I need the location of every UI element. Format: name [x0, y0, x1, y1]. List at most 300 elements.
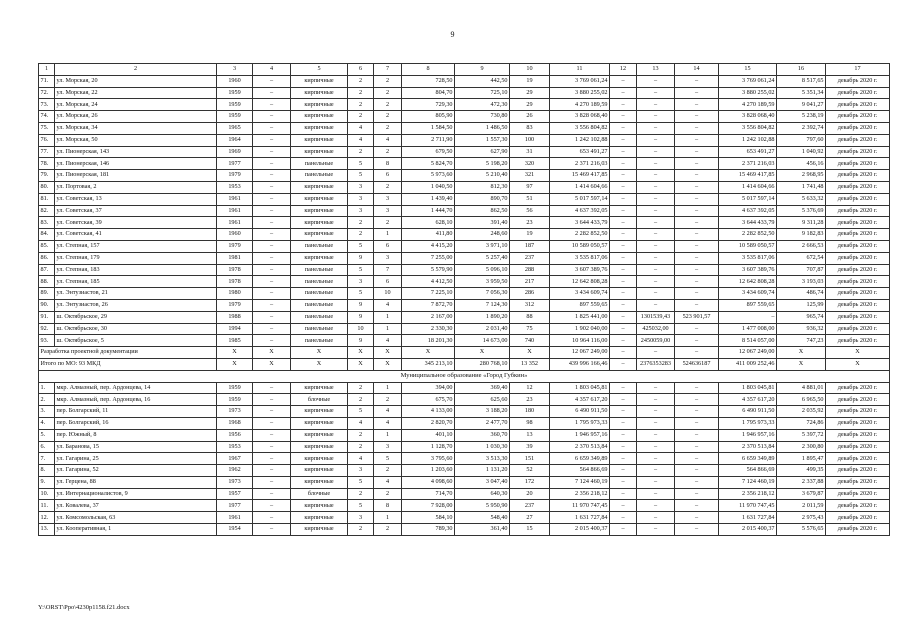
table-cell: 7 056,30: [455, 288, 510, 300]
table-cell: 1 477 008,00: [719, 323, 777, 335]
table-cell: 2 820,70: [402, 417, 455, 429]
table-row: [39, 476, 890, 488]
table-cell: 411 009 252,46: [719, 358, 777, 370]
table-cell: ул. Степная, 185: [55, 276, 217, 288]
table-cell: ул. Пионерская, 146: [55, 158, 217, 170]
table-cell: –: [675, 205, 719, 217]
table-cell: –: [675, 323, 719, 335]
table-cell: 1956: [217, 429, 253, 441]
table-cell: ул. Советская, 13: [55, 193, 217, 205]
table-cell: 237: [510, 500, 550, 512]
table-cell: 4: [253, 64, 291, 76]
table-cell: 4 637 392,05: [550, 205, 610, 217]
table-cell: декабрь 2020 г.: [826, 181, 890, 193]
table-cell: ул. Пионерская, 181: [55, 170, 217, 182]
table-cell: панельные: [291, 276, 348, 288]
table-cell: 472,30: [455, 99, 510, 111]
table-cell: 187: [510, 240, 550, 252]
table-cell: –: [610, 87, 637, 99]
table-cell: 1 486,50: [455, 122, 510, 134]
table-cell: панельные: [291, 240, 348, 252]
table-cell: декабрь 2020 г.: [826, 134, 890, 146]
table-cell: 730,80: [455, 111, 510, 123]
table-cell: 3: [348, 181, 374, 193]
table-cell: –: [610, 217, 637, 229]
table-cell: 1959: [217, 99, 253, 111]
table-cell: 1: [374, 382, 402, 394]
table-cell: декабрь 2020 г.: [826, 323, 890, 335]
table-cell: 52: [510, 465, 550, 477]
table-cell: 391,40: [455, 217, 510, 229]
table-cell: 707,87: [777, 264, 826, 276]
table-cell: 5 950,90: [455, 500, 510, 512]
table-cell: декабрь 2020 г.: [826, 288, 890, 300]
table-cell: 89.: [39, 288, 55, 300]
table-cell: 3: [374, 193, 402, 205]
table-cell: –: [675, 158, 719, 170]
table-cell: 5 017 597,14: [719, 193, 777, 205]
table-cell: 640,30: [455, 488, 510, 500]
table-cell: 5: [348, 406, 374, 418]
table-cell: –: [675, 406, 719, 418]
table-cell: 2 370 513,84: [719, 441, 777, 453]
table-cell: 5 096,10: [455, 264, 510, 276]
housing-repair-table: [38, 63, 890, 536]
table-cell: ул. Ковалева, 37: [55, 500, 217, 512]
table-cell: 1988: [217, 311, 253, 323]
table-cell: 4: [374, 417, 402, 429]
table-cell: 3 769 061,24: [719, 75, 777, 87]
table-cell: ул. Степная, 157: [55, 240, 217, 252]
table-cell: 1 946 957,16: [550, 429, 610, 441]
table-cell: 2: [374, 87, 402, 99]
table-cell: 5 633,32: [777, 193, 826, 205]
table-cell: ш. Октябрьское, 29: [55, 311, 217, 323]
table-cell: –: [253, 476, 291, 488]
table-cell: декабрь 2020 г.: [826, 488, 890, 500]
table-cell: кирпичные: [291, 476, 348, 488]
table-cell: 2: [348, 382, 374, 394]
table-cell: –: [637, 276, 675, 288]
table-cell: 5 973,60: [402, 170, 455, 182]
table-row: [39, 205, 890, 217]
table-cell: 1 795 973,33: [719, 417, 777, 429]
table-cell: ул. Комсомольская, 63: [55, 512, 217, 524]
table-cell: 320: [510, 158, 550, 170]
table-cell: –: [637, 181, 675, 193]
table-cell: декабрь 2020 г.: [826, 299, 890, 311]
table-cell: кирпичные: [291, 75, 348, 87]
table-cell: –: [675, 335, 719, 347]
table-cell: 79.: [39, 170, 55, 182]
table-cell: 6: [374, 240, 402, 252]
table-cell: 19: [510, 75, 550, 87]
table-cell: 1960: [217, 229, 253, 241]
table-cell: 3 434 609,74: [719, 288, 777, 300]
table-cell: 3 769 061,24: [550, 75, 610, 87]
table-cell: блочные: [291, 488, 348, 500]
table-cell: 2450059,00: [637, 335, 675, 347]
table-cell: X: [374, 358, 402, 370]
table-cell: 1 902 040,00: [550, 323, 610, 335]
table-cell: 237: [510, 252, 550, 264]
table-cell: кирпичные: [291, 512, 348, 524]
table-cell: 564 866,69: [550, 465, 610, 477]
table-cell: 1959: [217, 87, 253, 99]
table-cell: ул. Морская, 50: [55, 134, 217, 146]
table-cell: декабрь 2020 г.: [826, 205, 890, 217]
table-cell: 3: [348, 512, 374, 524]
table-cell: 1 444,70: [402, 205, 455, 217]
table-cell: –: [675, 382, 719, 394]
table-cell: кирпичные: [291, 122, 348, 134]
table-cell: 564 866,69: [719, 465, 777, 477]
table-cell: –: [253, 323, 291, 335]
table-row: [39, 217, 890, 229]
table-cell: кирпичные: [291, 111, 348, 123]
table-cell: –: [675, 134, 719, 146]
table-cell: 14: [675, 64, 719, 76]
table-cell: –: [637, 299, 675, 311]
table-cell: 4: [374, 299, 402, 311]
table-cell: 3 679,87: [777, 488, 826, 500]
table-cell: пер. Болгарский, 11: [55, 406, 217, 418]
table-cell: 9 041,27: [777, 99, 826, 111]
table-cell: ул. Морская, 20: [55, 75, 217, 87]
table-cell: 439 996 166,46: [550, 358, 610, 370]
table-cell: 1960: [217, 75, 253, 87]
table-cell: –: [253, 453, 291, 465]
table-row: [39, 488, 890, 500]
table-cell: декабрь 2020 г.: [826, 453, 890, 465]
table-cell: 4: [348, 417, 374, 429]
table-cell: декабрь 2020 г.: [826, 406, 890, 418]
table-cell: 5 017 597,14: [550, 193, 610, 205]
table-cell: 1979: [217, 240, 253, 252]
table-cell: 3 828 068,40: [550, 111, 610, 123]
table-cell: 13: [510, 429, 550, 441]
table-cell: кирпичные: [291, 217, 348, 229]
table-cell: 97: [510, 181, 550, 193]
table-cell: ул. Морская, 22: [55, 87, 217, 99]
table-cell: –: [253, 417, 291, 429]
table-cell: 1 131,20: [455, 465, 510, 477]
table-cell: 17: [826, 64, 890, 76]
table-row: [39, 453, 890, 465]
table-cell: кирпичные: [291, 429, 348, 441]
table-cell: –: [253, 288, 291, 300]
table-cell: –: [610, 406, 637, 418]
table-cell: 1 414 604,66: [719, 181, 777, 193]
table-cell: 3 828 068,40: [719, 111, 777, 123]
table-cell: 91.: [39, 311, 55, 323]
table-cell: 6 659 349,89: [550, 453, 610, 465]
table-cell: 805,90: [402, 111, 455, 123]
table-cell: –: [637, 229, 675, 241]
table-cell: –: [675, 429, 719, 441]
table-cell: 1 741,48: [777, 181, 826, 193]
table-header-row: [39, 64, 890, 76]
table-cell: 12 067 249,00: [719, 347, 777, 359]
table-row: [39, 158, 890, 170]
table-cell: 75.: [39, 122, 55, 134]
table-cell: 82.: [39, 205, 55, 217]
table-cell: 2 477,70: [455, 417, 510, 429]
table-cell: 1 803 045,81: [550, 382, 610, 394]
table-cell: 1 946 957,16: [719, 429, 777, 441]
table-cell: 2 035,92: [777, 406, 826, 418]
table-cell: 411,80: [402, 229, 455, 241]
table-cell: 1 895,47: [777, 453, 826, 465]
table-cell: –: [675, 87, 719, 99]
table-cell: 679,50: [402, 146, 455, 158]
table-row: [39, 311, 890, 323]
table-cell: 7.: [39, 453, 55, 465]
table-cell: 7 255,00: [402, 252, 455, 264]
table-cell: –: [610, 488, 637, 500]
table-cell: кирпичные: [291, 500, 348, 512]
table-cell: –: [610, 500, 637, 512]
table-cell: декабрь 2020 г.: [826, 111, 890, 123]
table-cell: декабрь 2020 г.: [826, 417, 890, 429]
table-cell: 29: [510, 87, 550, 99]
table-cell: декабрь 2020 г.: [826, 524, 890, 536]
table-cell: декабрь 2020 г.: [826, 429, 890, 441]
table-row: [39, 394, 890, 406]
table-cell: 4 881,01: [777, 382, 826, 394]
table-cell: –: [675, 417, 719, 429]
table-cell: –: [675, 217, 719, 229]
table-cell: –: [675, 193, 719, 205]
table-cell: ул. Баранова, 15: [55, 441, 217, 453]
table-cell: –: [637, 453, 675, 465]
table-cell: 5 576,65: [777, 524, 826, 536]
table-cell: 7: [374, 64, 402, 76]
table-cell: –: [675, 453, 719, 465]
table-cell: X: [777, 347, 826, 359]
table-cell: –: [610, 99, 637, 111]
table-cell: 653 491,27: [719, 146, 777, 158]
table-cell: –: [610, 252, 637, 264]
table-cell: 442,50: [455, 75, 510, 87]
table-cell: –: [675, 394, 719, 406]
table-cell: мкр. Алмазный, пер. Ардонцева, 14: [55, 382, 217, 394]
table-row: [39, 417, 890, 429]
table-cell: 8 514 057,00: [719, 335, 777, 347]
table-cell: 789,30: [402, 524, 455, 536]
table-cell: –: [253, 524, 291, 536]
table-cell: 6 490 911,50: [719, 406, 777, 418]
table-cell: 2 330,30: [402, 323, 455, 335]
table-cell: 9: [348, 311, 374, 323]
table-cell: декабрь 2020 г.: [826, 500, 890, 512]
table-cell: 1 584,50: [402, 122, 455, 134]
table-row: [39, 264, 890, 276]
table-cell: 4 415,20: [402, 240, 455, 252]
table-cell: –: [253, 429, 291, 441]
table-cell: –: [253, 240, 291, 252]
table-cell: декабрь 2020 г.: [826, 394, 890, 406]
table-cell: ул. Герцена, 88: [55, 476, 217, 488]
table-cell: 1953: [217, 441, 253, 453]
table-cell: кирпичные: [291, 134, 348, 146]
table-cell: 23: [510, 394, 550, 406]
table-cell: 345 213,10: [402, 358, 455, 370]
table-cell: 3: [348, 465, 374, 477]
table-cell: 5 824,70: [402, 158, 455, 170]
table-cell: –: [637, 240, 675, 252]
table-cell: 15 469 417,85: [719, 170, 777, 182]
table-cell: –: [637, 111, 675, 123]
table-cell: 1973: [217, 406, 253, 418]
table-cell: 78.: [39, 158, 55, 170]
table-cell: 1968: [217, 417, 253, 429]
table-cell: –: [610, 229, 637, 241]
table-cell: 425032,00: [637, 323, 675, 335]
table-cell: 1: [374, 229, 402, 241]
table-cell: –: [610, 299, 637, 311]
table-cell: 965,74: [777, 311, 826, 323]
table-cell: 3 607 389,76: [719, 264, 777, 276]
table-cell: –: [253, 311, 291, 323]
table-cell: 5: [348, 288, 374, 300]
table-cell: 29: [510, 99, 550, 111]
table-cell: 3: [348, 205, 374, 217]
table-cell: 10 589 050,57: [719, 240, 777, 252]
table-cell: 18 201,30: [402, 335, 455, 347]
section-title-row: [39, 370, 890, 382]
table-cell: –: [610, 181, 637, 193]
table-cell: 93.: [39, 335, 55, 347]
table-cell: –: [610, 170, 637, 182]
table-cell: 9: [348, 299, 374, 311]
table-row: [39, 276, 890, 288]
table-cell: X: [826, 358, 890, 370]
table-cell: 26: [510, 111, 550, 123]
table-row: [39, 465, 890, 477]
table-cell: –: [637, 488, 675, 500]
table-cell: –: [637, 252, 675, 264]
table-cell: 3: [348, 193, 374, 205]
table-cell: 86.: [39, 252, 55, 264]
table-cell: ул. Степная, 179: [55, 252, 217, 264]
table-cell: панельные: [291, 299, 348, 311]
table-cell: 5: [348, 500, 374, 512]
table-cell: 3 959,50: [455, 276, 510, 288]
table-cell: 72.: [39, 87, 55, 99]
table-row: [39, 500, 890, 512]
table-cell: 9 311,28: [777, 217, 826, 229]
table-cell: –: [637, 158, 675, 170]
table-cell: 1961: [217, 193, 253, 205]
table-cell: –: [253, 158, 291, 170]
table-cell: 4: [374, 476, 402, 488]
table-cell: 10 964 116,00: [550, 335, 610, 347]
table-cell: 14 673,00: [455, 335, 510, 347]
table-cell: 4: [348, 122, 374, 134]
table-cell: 13: [637, 64, 675, 76]
table-cell: панельные: [291, 311, 348, 323]
table-cell: 12 642 808,28: [550, 276, 610, 288]
table-cell: панельные: [291, 288, 348, 300]
table-cell: 6.: [39, 441, 55, 453]
table-cell: –: [675, 524, 719, 536]
table-cell: 217: [510, 276, 550, 288]
table-cell: 3 556 804,82: [550, 122, 610, 134]
table-cell: –: [675, 122, 719, 134]
table-cell: 3 513,30: [455, 453, 510, 465]
table-cell: 312: [510, 299, 550, 311]
table-cell: 2 666,53: [777, 240, 826, 252]
table-cell: 1: [374, 311, 402, 323]
table-cell: 12: [610, 64, 637, 76]
table-cell: 98: [510, 417, 550, 429]
table-cell: 5: [348, 240, 374, 252]
table-cell: 2: [374, 99, 402, 111]
table-cell: X: [348, 347, 374, 359]
table-cell: 2.: [39, 394, 55, 406]
table-cell: 7 225,10: [402, 288, 455, 300]
table-cell: 75: [510, 323, 550, 335]
table-cell: 740: [510, 335, 550, 347]
table-cell: –: [253, 181, 291, 193]
table-cell: 81.: [39, 193, 55, 205]
page-number: 9: [450, 30, 455, 39]
table-cell: 2 282 852,50: [550, 229, 610, 241]
table-cell: 11.: [39, 500, 55, 512]
table-cell: –: [610, 146, 637, 158]
table-cell: декабрь 2020 г.: [826, 512, 890, 524]
table-cell: 584,10: [402, 512, 455, 524]
table-cell: –: [610, 512, 637, 524]
table-cell: 88: [510, 311, 550, 323]
table-cell: –: [675, 181, 719, 193]
table-cell: 3 047,40: [455, 476, 510, 488]
table-cell: 15: [510, 524, 550, 536]
table-cell: –: [253, 264, 291, 276]
table-cell: декабрь 2020 г.: [826, 264, 890, 276]
table-cell: 5 579,90: [402, 264, 455, 276]
table-cell: 2: [374, 217, 402, 229]
table-cell: 1: [39, 64, 55, 76]
table-cell: 321: [510, 170, 550, 182]
table-cell: 180: [510, 406, 550, 418]
table-cell: ш. Октябрьское, 5: [55, 335, 217, 347]
table-cell: 1 631 727,84: [550, 512, 610, 524]
table-cell: 2 371 216,03: [719, 158, 777, 170]
table-cell: Итого по МО: 93 МКД: [39, 358, 217, 370]
table-cell: 1 414 604,66: [550, 181, 610, 193]
table-cell: 2: [348, 146, 374, 158]
table-cell: –: [675, 111, 719, 123]
table-cell: 729,30: [402, 99, 455, 111]
table-cell: 627,90: [455, 146, 510, 158]
table-cell: 2 370 513,84: [550, 441, 610, 453]
table-cell: 1 128,70: [402, 441, 455, 453]
table-row: [39, 146, 890, 158]
table-cell: –: [610, 122, 637, 134]
table-cell: 499,35: [777, 465, 826, 477]
table-cell: 13 352: [510, 358, 550, 370]
table-cell: X: [777, 358, 826, 370]
table-cell: 8: [374, 158, 402, 170]
table-cell: 10: [348, 323, 374, 335]
table-cell: декабрь 2020 г.: [826, 335, 890, 347]
table-cell: ул. Степная, 183: [55, 264, 217, 276]
table-cell: ул. Пионерская, 143: [55, 146, 217, 158]
table-cell: 5 210,40: [455, 170, 510, 182]
table-cell: декабрь 2020 г.: [826, 240, 890, 252]
